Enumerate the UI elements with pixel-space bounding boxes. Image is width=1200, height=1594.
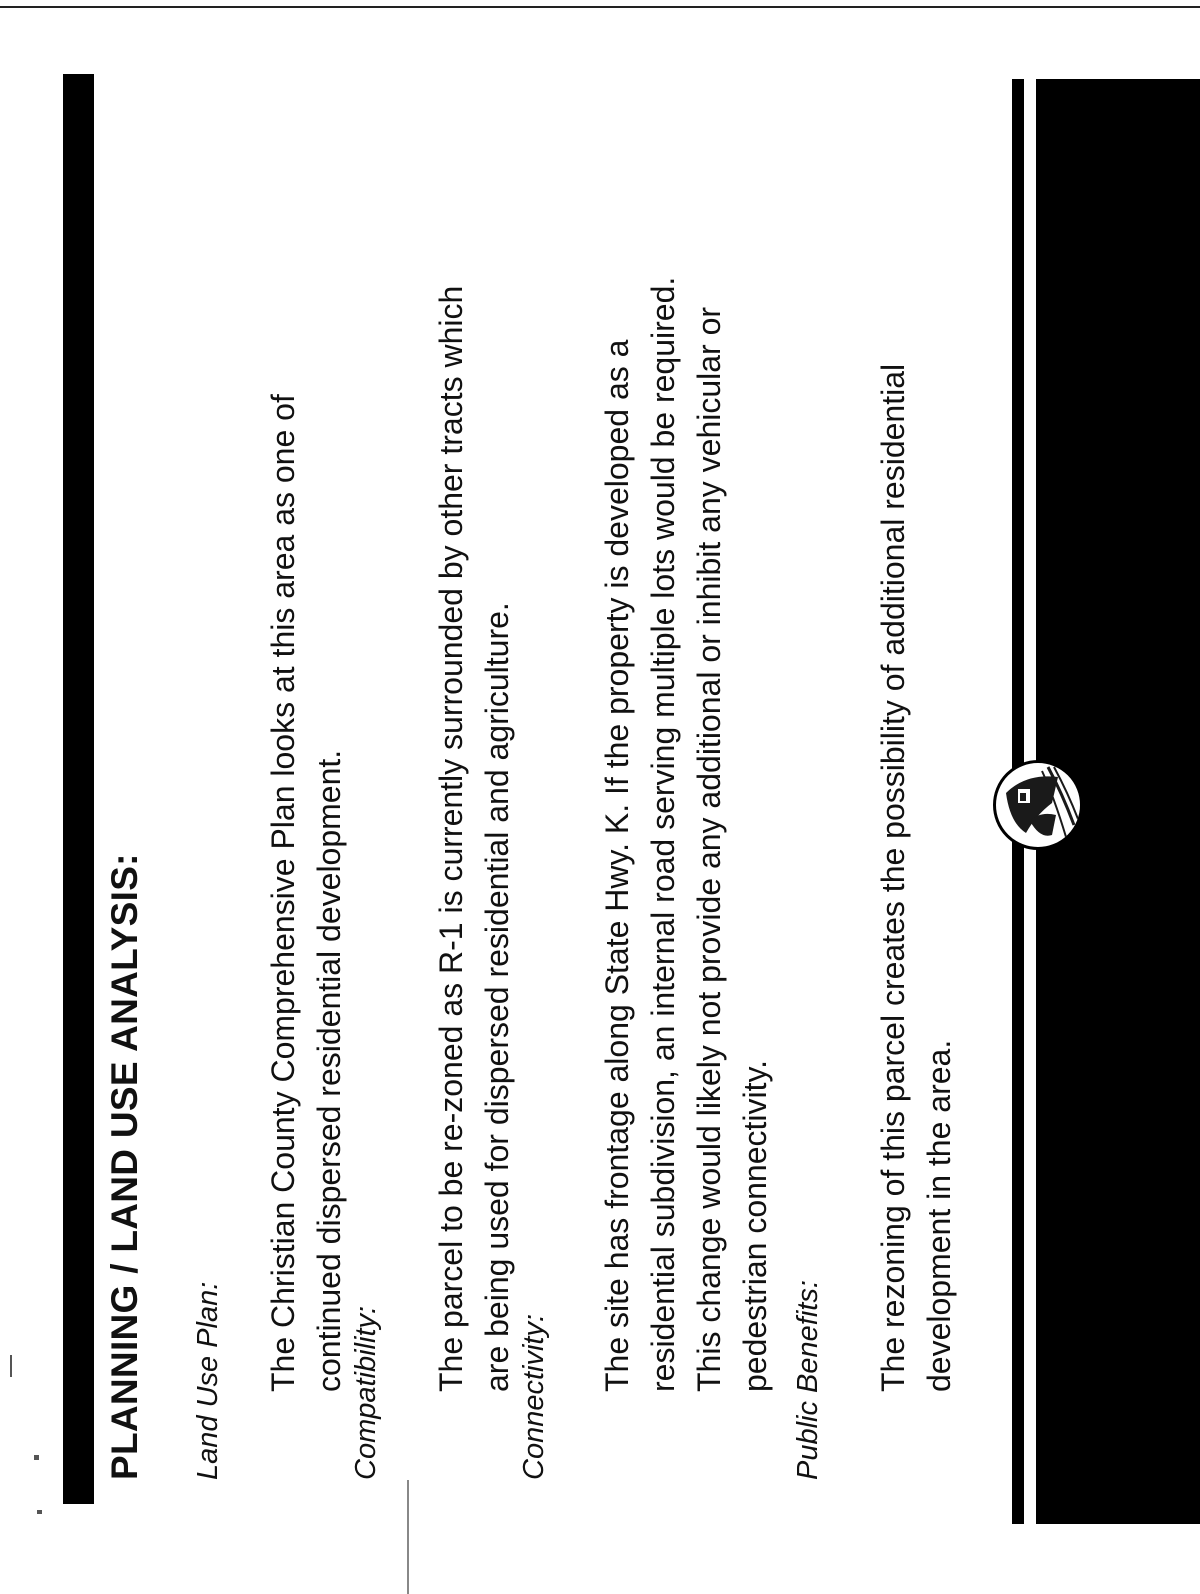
heading-public-benefits: Public Benefits: <box>792 1280 824 1480</box>
left-black-bar <box>63 74 94 1504</box>
paragraph-line: The site has frontage along State Hwy. K. If the property is developed as a <box>599 339 635 1392</box>
scan-speck <box>407 1480 409 1594</box>
slide-content <box>100 100 980 1480</box>
paragraph-line: are being used for dispersed residential and agriculture. <box>479 602 515 1392</box>
heading-land-use-plan: Land Use Plan: <box>192 1281 224 1480</box>
county-seal-icon <box>993 760 1083 850</box>
paragraph-line: The parcel to be re-zoned as R-1 is currently surrounded by other tracts which <box>433 285 469 1392</box>
paragraph-line: development in the area. <box>921 1039 957 1392</box>
paragraph-line: This change would likely not provide any additional or inhibit any vehicular or <box>691 306 727 1392</box>
scan-speck <box>10 1355 12 1377</box>
slide-title: PLANNING / LAND USE ANALYSIS: <box>104 853 145 1480</box>
scan-speck <box>37 1510 42 1514</box>
heading-connectivity: Connectivity: <box>518 1313 550 1480</box>
heading-compatibility: Compatibility: <box>350 1305 382 1480</box>
paragraph-line: The Christian County Comprehensive Plan looks at this area as one of <box>265 394 301 1392</box>
paragraph-line: The rezoning of this parcel creates the possibility of additional residential <box>875 363 911 1392</box>
paragraph-line: continued dispersed residential development. <box>311 749 347 1392</box>
scan-speck <box>34 1455 39 1460</box>
paragraph-land-use-plan <box>260 102 352 1392</box>
paragraph-connectivity <box>594 102 778 1392</box>
paragraph-line: residential subdivision, an internal road serving multiple lots would be required. <box>645 276 681 1392</box>
paragraph-public-benefits <box>870 102 962 1392</box>
paragraph-line: pedestrian connectivity. <box>737 1059 773 1392</box>
paragraph-compatibility <box>428 102 520 1392</box>
top-scan-rule <box>0 6 1200 8</box>
